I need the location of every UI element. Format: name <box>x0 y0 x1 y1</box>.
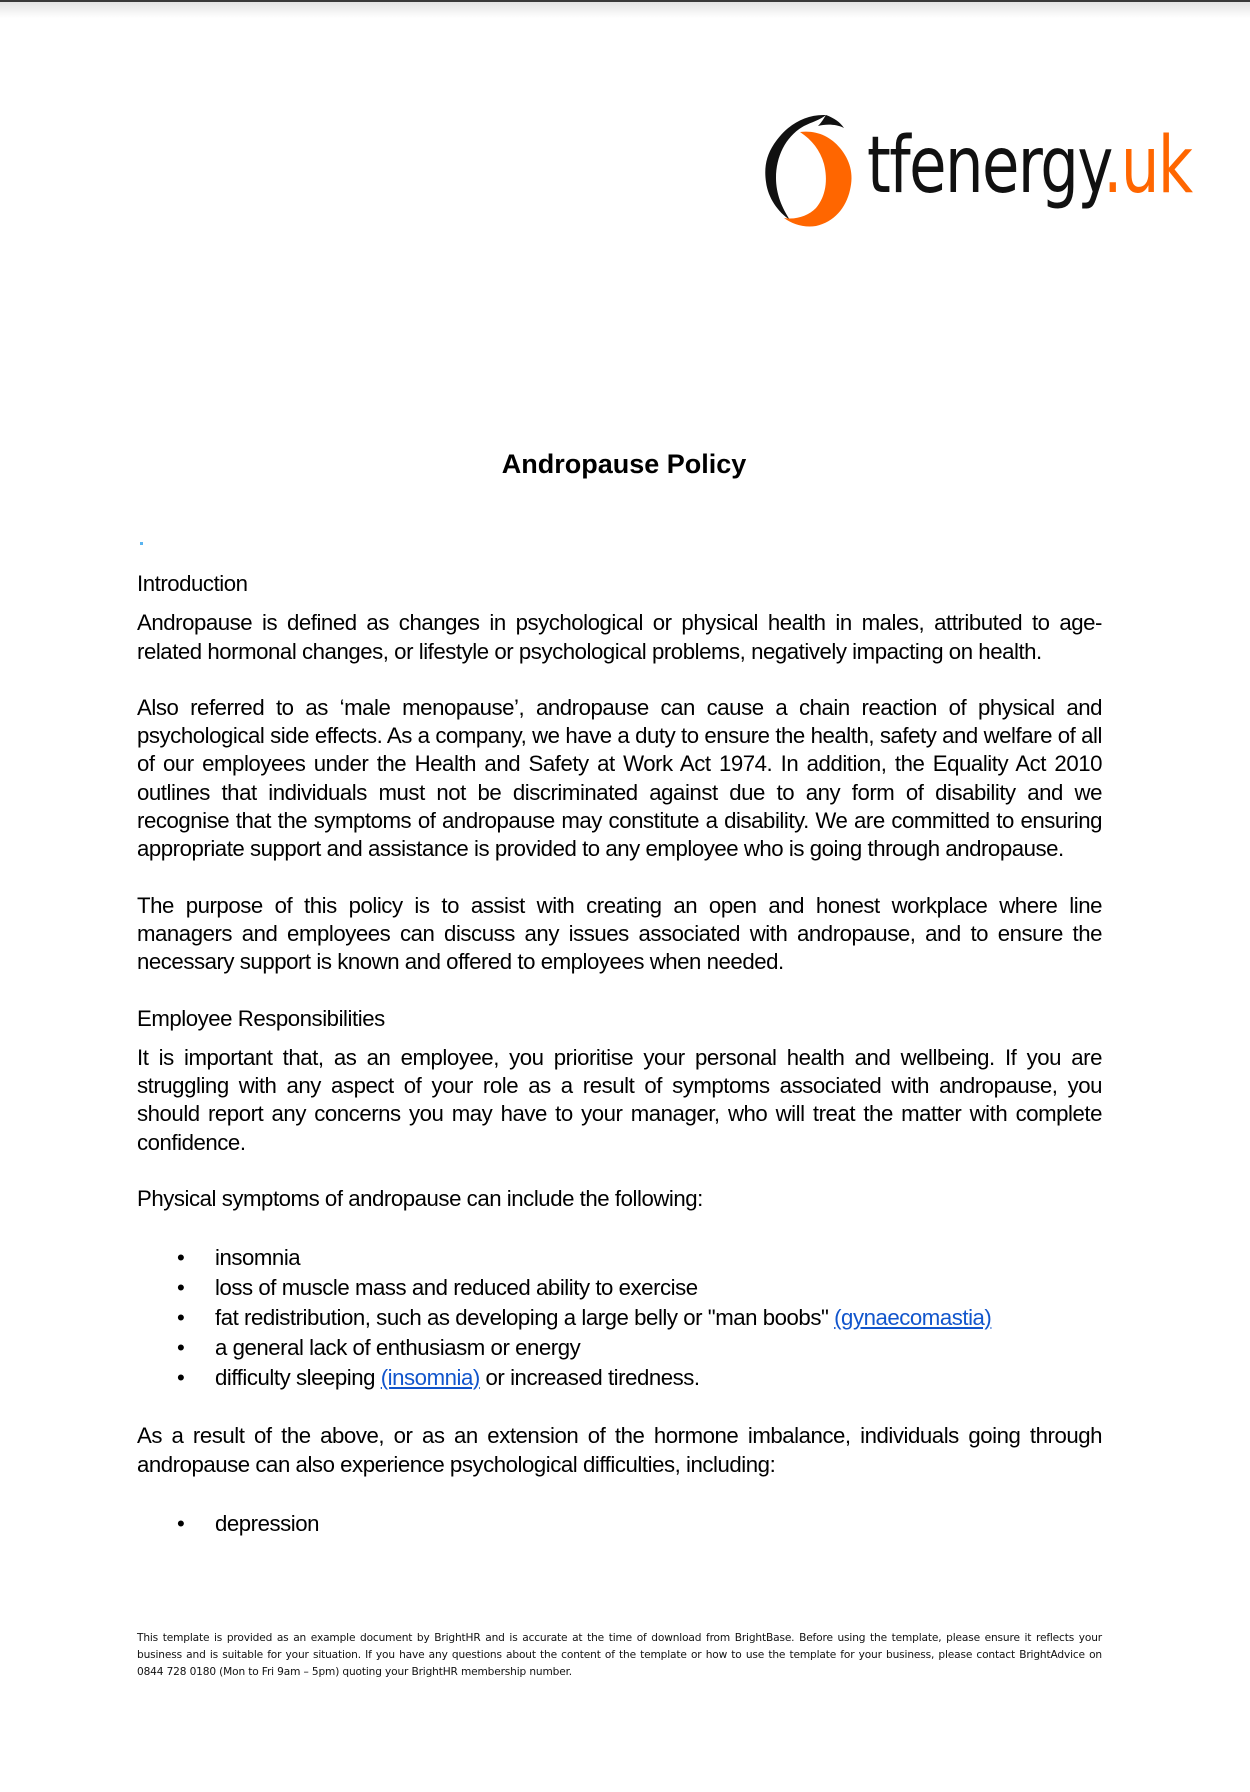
bullet-icon: • <box>177 1245 185 1271</box>
list-item: • loss of muscle mass and reduced ability to exercise <box>137 1273 1102 1303</box>
physical-symptoms-list <box>137 1243 1102 1392</box>
intro-paragraph-3: The purpose of this policy is to assist with creating an open and honest workplace where line managers and employees can discuss any issues associated with andropause, and to ensure the necessary support is known and offered to employees when needed. <box>137 892 1102 975</box>
section-heading-employee-responsibilities: Employee Responsibilities <box>137 1005 385 1031</box>
intro-paragraph-2: Also referred to as ‘male menopause’, andropause can cause a chain reaction of physical and psychological side effects. As a company, we have a duty to ensure the health, safety and welfare of all of our employees under the Health and Safety at Work Act 1974. In addition, the Equality Act 2010 outlines that individuals must not be discriminated against due to any form of disability and we recognise that the symptoms of andropause may constitute a disability. We are committed to ensuring appropriate support and assistance is provided to any employee who is going through andropause. <box>137 694 1102 862</box>
list-item: • a general lack of enthusiasm or energy <box>137 1333 1102 1363</box>
bullet-icon: • <box>177 1275 185 1301</box>
psychological-symptoms-intro: As a result of the above, or as an extension of the hormone imbalance, individuals going through andropause can also experience psychological difficulties, including: <box>137 1423 1102 1477</box>
document-title: Andropause Policy <box>501 449 747 479</box>
bullet-icon: • <box>177 1304 185 1330</box>
bullet-icon: • <box>177 1510 185 1536</box>
gynaecomastia-link[interactable]: (gynaecomastia) <box>834 1304 992 1330</box>
company-logo <box>764 108 1194 233</box>
insomnia-link[interactable]: (insomnia) <box>380 1364 480 1390</box>
list-item: • depression <box>137 1509 1102 1539</box>
employee-responsibilities-paragraph: It is important that, as an employee, you prioritise your personal health and wellbeing. If you are struggling with any aspect of your role as a result of symptoms associated with andropause, you should report any concerns you may have to your manager, who will treat the matter with complete confidence. <box>137 1044 1102 1155</box>
section-heading-introduction: Introduction <box>137 571 248 596</box>
paragraph-marker-dot <box>140 542 143 545</box>
logo-wordmark <box>867 121 1192 211</box>
document-body <box>137 570 1102 1539</box>
list-item: • fat redistribution, such as developing a large belly or "man boobs" (gynaecomastia) <box>137 1303 1102 1333</box>
bullet-icon: • <box>177 1364 185 1390</box>
list-item: • difficulty sleeping (insomnia) or increased tiredness. <box>137 1363 1102 1393</box>
intro-paragraph-1: Andropause is defined as changes in psychological or physical health in males, attributed to age-related hormonal changes, or lifestyle or psychological problems, negatively impacting on health. <box>137 610 1102 664</box>
page-top-shadow <box>0 2 1250 18</box>
logo-word-main: tfenergy <box>867 121 1104 211</box>
physical-symptoms-intro: Physical symptoms of andropause can include the following: <box>137 1186 703 1212</box>
psychological-symptoms-list <box>137 1509 1102 1539</box>
footer-disclaimer: This template is provided as an example document by BrightHR and is accurate at the time of download from BrightBase. Before using the template, please ensure it reflects your business and is suitable for your situation. If you have any questions about the content of the template or how to use the template for your business, please contact BrightAdvice on 0844 728 0180 (Mon to Fri 9am – 5pm) quoting your BrightHR membership number. <box>137 1632 1102 1679</box>
logo-mark-icon <box>764 112 856 228</box>
bullet-icon: • <box>177 1334 185 1360</box>
list-item: • insomnia <box>137 1243 1102 1273</box>
logo-word-suffix: .uk <box>1103 121 1192 211</box>
